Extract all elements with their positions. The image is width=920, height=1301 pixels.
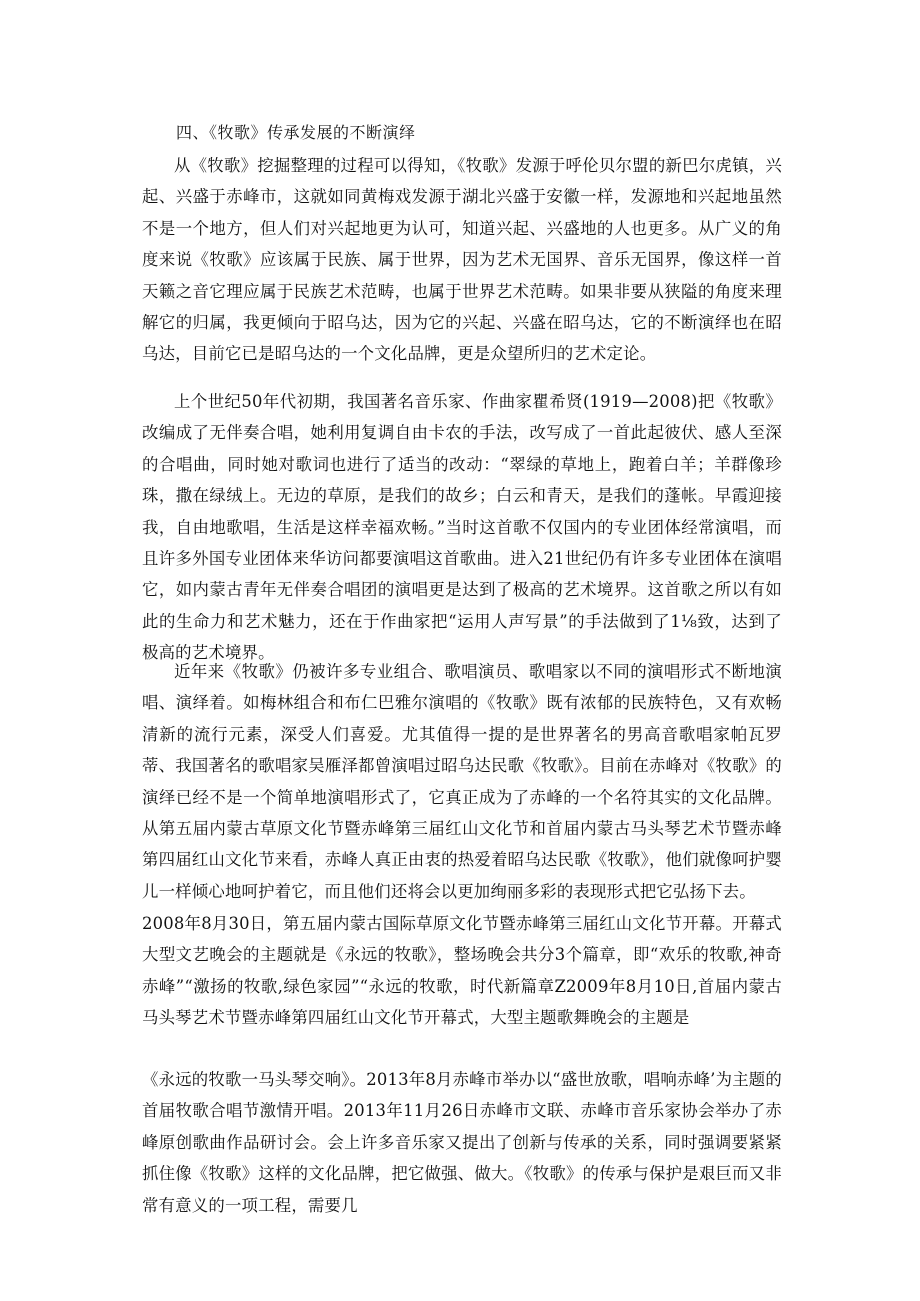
paragraph-festival-2013: 《永远的牧歌一马头琴交响》。2013年8月赤峰市举办以“盛世放歌，唱响赤峰’为主题的首届牧歌合唱节激情开唱。2013年11月26日赤峰市文联、赤峰市音乐家协会举办了赤峰原创歌曲作品研讨会。会上许多音乐家又提出了创新与传承的关系，同时强调要紧紧抓住像《牧歌》这样的文化品牌，把它做强、做大。《牧歌》的传承与保护是艰巨而又非常有意义的一项工程，需要几 [142,1070,782,1215]
paragraph-choral-arrangement: 上个世纪50年代初期，我国著名音乐家、作曲家瞿希贤(1919—2008)把《牧歌》改编成了无伴奏合唱，她利用复调自由卡农的手法，改写成了一首此起彼伏、感人至深的合唱曲，同时她对歌词也进行了适当的改动：“翠绿的草地上，跑着白羊；羊群像珍珠，撒在绿绒上。无边的草原，是我们的故乡；白云和青天，是我们的蓬帐。早霞迎接我，自由地歌唱，生活是这样幸福欢畅。”当时这首歌不仅国内的专业团体经常演唱，而且许多外国专业团体来华访问都要演唱这首歌曲。进入21世纪仍有许多专业团体在演唱它，如内蒙古青年无伴奏合唱团的演唱更是达到了极高的艺术境界。这首歌之所以有如此的生命力和艺术魅力，还在于作曲家把“运用人声写景”的手法做到了1⅛致，达到了极高的艺术境界。 [142,392,782,663]
section-heading: 四、《牧歌》传承发展的不断演绎 [176,123,416,142]
paragraph-modern-performances: 近年来《牧歌》仍被许多专业组合、歌唱演员、歌唱家以不同的演唱形式不断地演唱、演绎着。如梅林组合和布仁巴雅尔演唱的《牧歌》既有浓郁的民族特色，又有欢畅清新的流行元素，深受人们喜爱。尤其值得一提的是世界著名的男高音歌唱家帕瓦罗蒂、我国著名的歌唱家吴雁泽都曾演唱过昭乌达民歌《牧歌》。目前在赤峰对《牧歌》的演绎已经不是一个简单地演唱形式了，它真正成为了赤峰的一个名符其实的文化品牌。从第五届内蒙古草原文化节暨赤峰第三届红山文化节和首届内蒙古马头琴艺术节暨赤峰第四届红山文化节来看，赤峰人真正由衷的热爱着昭乌达民歌《牧歌》，他们就像呵护婴儿一样倾心地呵护着它，而且他们还将会以更加绚丽多彩的表现形式把它弘扬下去。 [142,662,782,901]
paragraph-origin: 从《牧歌》挖掘整理的过程可以得知，《牧歌》发源于呼伦贝尔盟的新巴尔虎镇，兴起、兴盛于赤峰市，这就如同黄梅戏发源于湖北兴盛于安徽一样，发源地和兴起地虽然不是一个地方，但人们对兴起地更为认可，知道兴起、兴盛地的人也更多。从广义的角度来说《牧歌》应该属于民族、属于世界，因为艺术无国界、音乐无国界，像这样一首天籁之音它理应属于民族艺术范畴，也属于世界艺术范畴。如果非要从狭隘的角度来理解它的归属，我更倾向于昭乌达，因为它的兴起、兴盛在昭乌达，它的不断演绎也在昭乌达，目前它已是昭乌达的一个文化品牌，更是众望所归的艺术定论。 [142,156,782,364]
paragraph-festival-2008: 2008年8月30日，第五届内蒙古国际草原文化节暨赤峰第三届红山文化节开幕。开幕式大型文艺晚会的主题就是《永远的牧歌》，整场晚会共分3个篇章，即“欢乐的牧歌,神奇赤峰”“激扬的牧歌,绿色家园”“永远的牧歌，时代新篇章Z2009年8月10日,首届内蒙古马头琴艺术节暨赤峰第四届红山文化节开幕式，大型主题歌舞晚会的主题是 [142,914,782,1028]
